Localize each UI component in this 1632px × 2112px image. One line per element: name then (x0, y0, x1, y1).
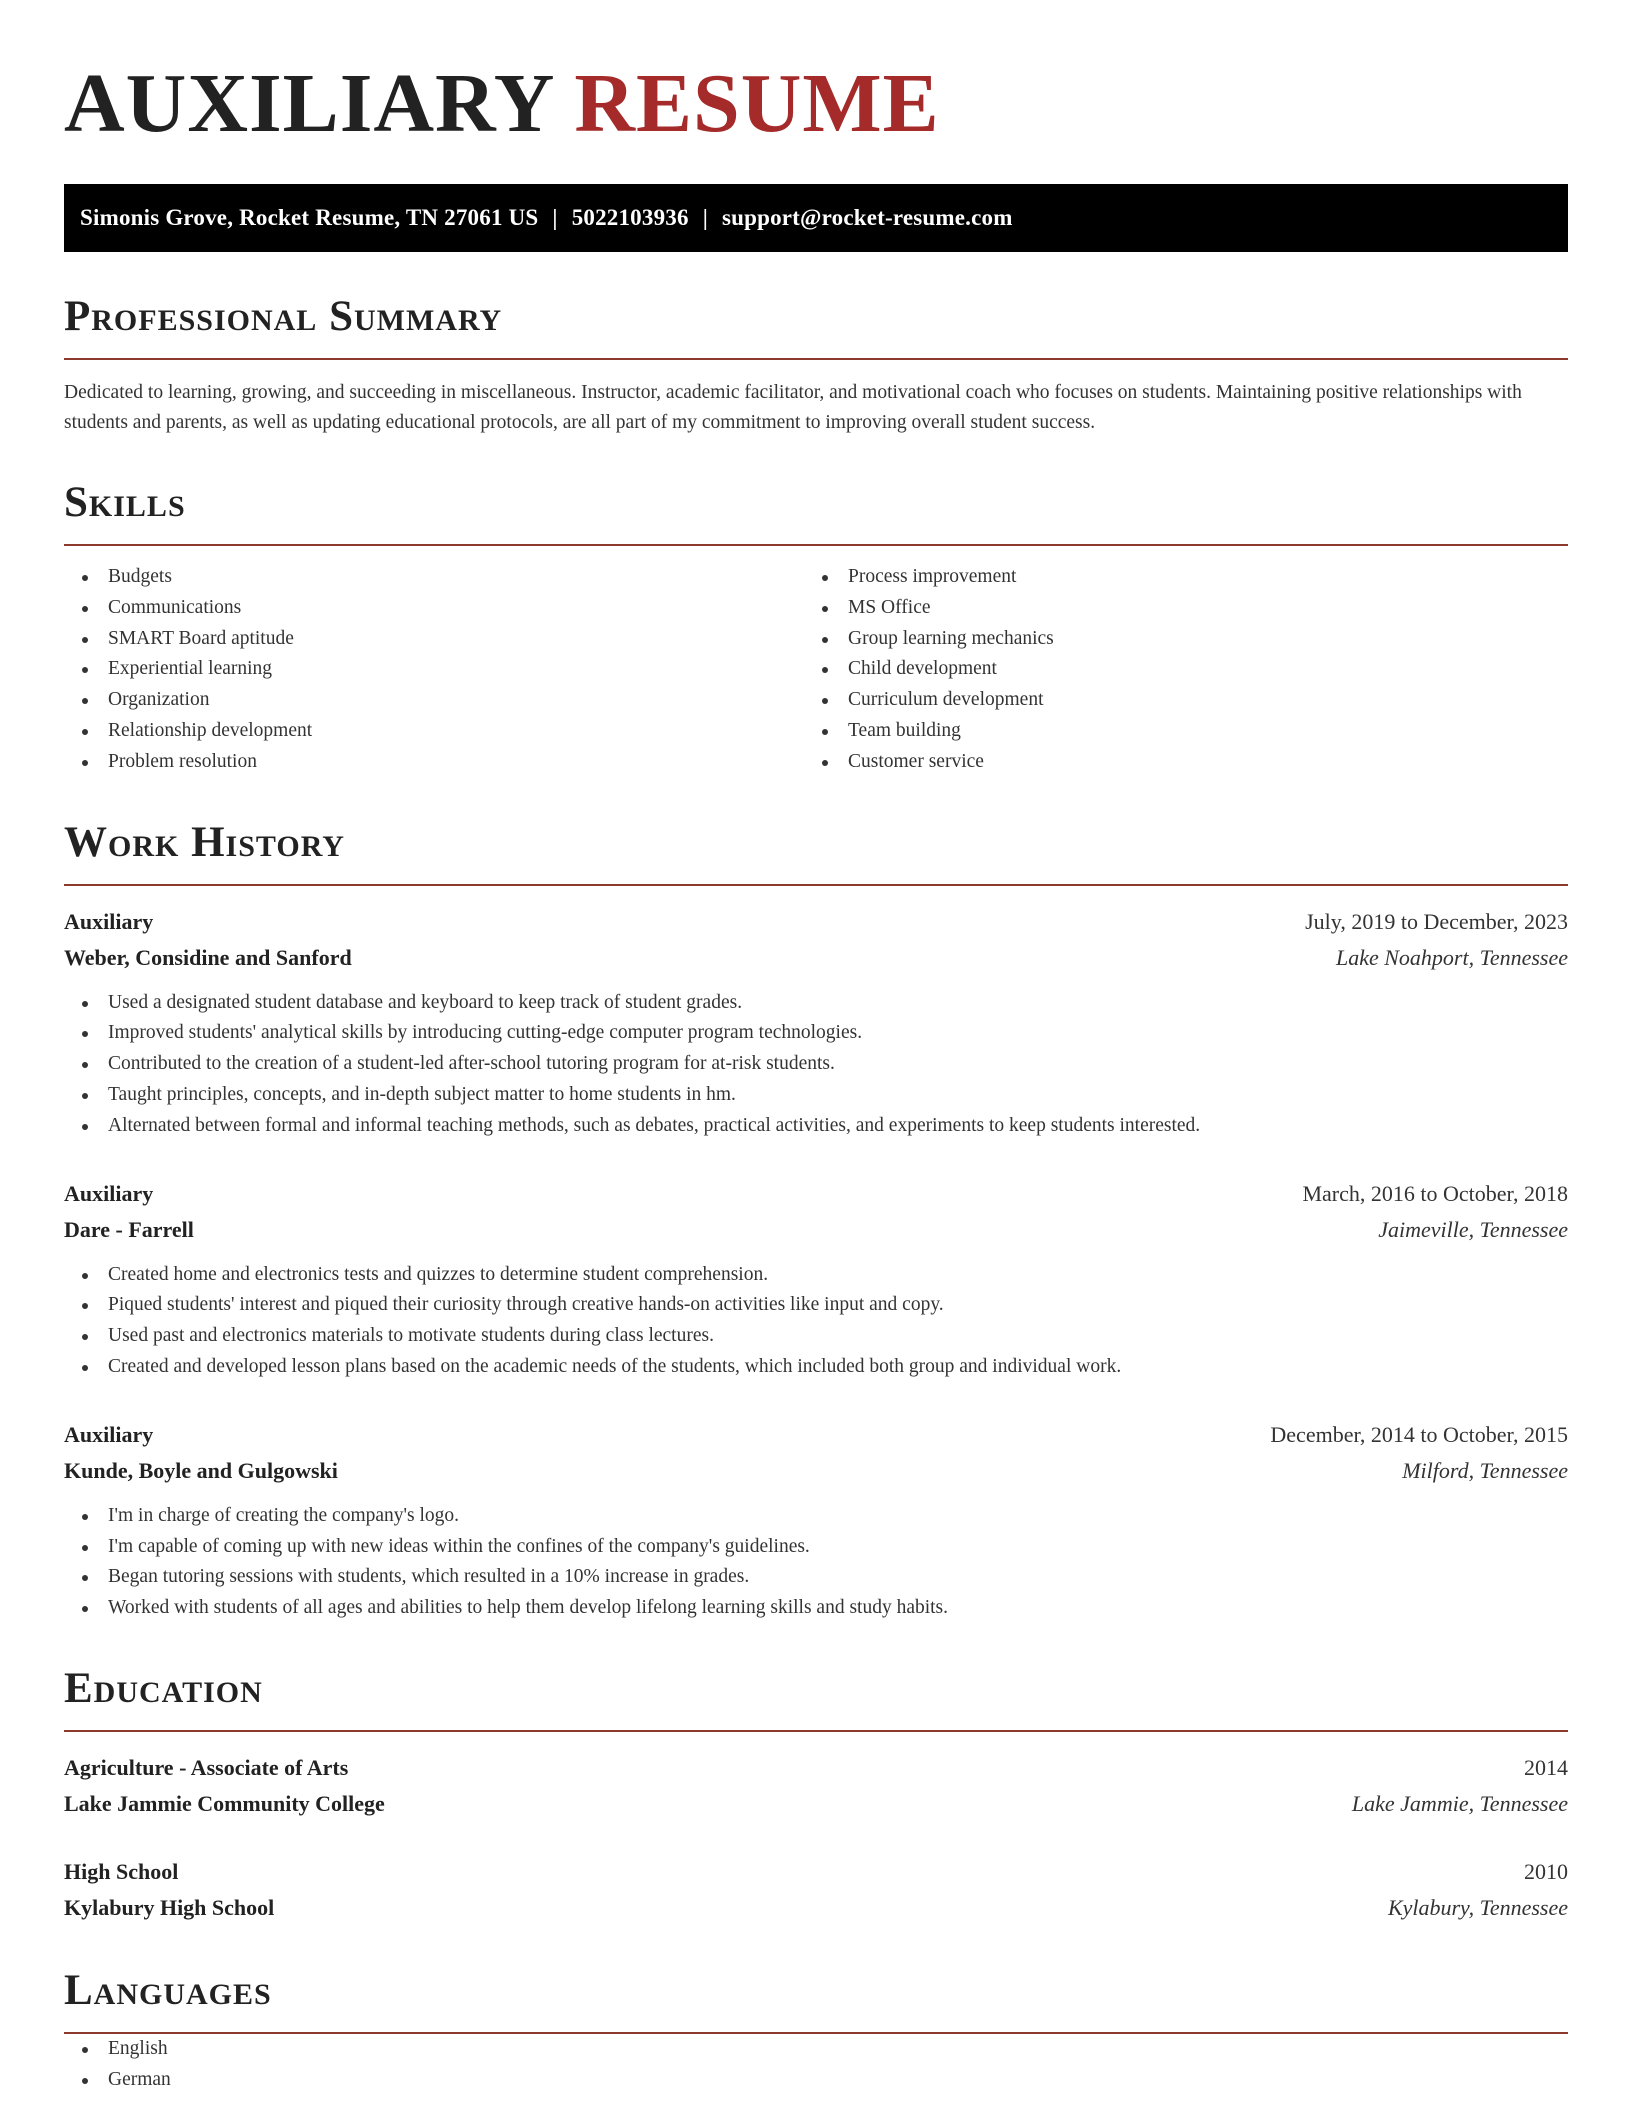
education-year: 2014 (1524, 1754, 1568, 1780)
job-company: Kunde, Boyle and Gulgowski (64, 1457, 338, 1483)
job-role: Auxiliary (64, 1421, 154, 1447)
title-word-2: RESUME (574, 57, 940, 150)
job-duty: Taught principles, concepts, and in-depth subject matter to home students in hm. (64, 1080, 1568, 1111)
languages-list (64, 2034, 1568, 2096)
job-company-row (64, 1453, 1568, 1489)
language-item: English (64, 2034, 1568, 2065)
skill-item: Relationship development (64, 716, 804, 747)
job-duty: I'm capable of coming up with new ideas within the confines of the company's guidelines. (64, 1532, 1568, 1563)
job-header-row (64, 1176, 1568, 1212)
languages-section (64, 1968, 1568, 2096)
contact-email[interactable]: support@rocket-resume.com (721, 205, 1013, 230)
job-duty: Used a designated student database and keyboard to keep track of student grades. (64, 988, 1568, 1019)
job-company-row (64, 940, 1568, 976)
job-duty: Contributed to the creation of a student-led after-school tutoring program for at-risk students. (64, 1049, 1568, 1080)
job-location: Jaimeville, Tennessee (1378, 1216, 1568, 1242)
skill-item: Group learning mechanics (804, 624, 1544, 655)
section-divider (64, 544, 1568, 546)
job-dates: December, 2014 to October, 2015 (1270, 1421, 1568, 1447)
job-company: Weber, Considine and Sanford (64, 944, 352, 970)
contact-phone[interactable]: 5022103936 (571, 205, 689, 230)
education-location: Lake Jammie, Tennessee (1351, 1790, 1568, 1816)
education-entry (64, 1750, 1568, 1822)
skill-item: Budgets (64, 562, 804, 593)
skill-item: Communications (64, 593, 804, 624)
job-entry (64, 1417, 1568, 1624)
work-history-heading: Work History (64, 818, 345, 866)
job-duty: Piqued students' interest and piqued their curiosity through creative hands-on activities like input and copy. (64, 1290, 1568, 1321)
job-entry (64, 904, 1568, 1142)
skill-item: Experiential learning (64, 654, 804, 685)
skill-item: Organization (64, 685, 804, 716)
languages-heading: Languages (64, 1966, 272, 2014)
job-role: Auxiliary (64, 908, 154, 934)
contact-separator: | (702, 205, 708, 230)
job-entry (64, 1176, 1568, 1383)
skills-column-right (804, 562, 1544, 778)
work-history-section (64, 820, 1568, 1624)
summary-text: Dedicated to learning, growing, and succeeding in miscellaneous. Instructor, academic facilitator, and motivational coach who focuses on students. Maintaining positive relationships with students and parents, as well as updating educational protocols, are all part of my commitment to improving overall student success. (64, 382, 1522, 433)
education-school: Lake Jammie Community College (64, 1790, 385, 1816)
resume-title (64, 0, 1568, 150)
skill-item: Problem resolution (64, 747, 804, 778)
skill-item: Curriculum development (804, 685, 1544, 716)
skill-item: SMART Board aptitude (64, 624, 804, 655)
education-entry (64, 1854, 1568, 1926)
education-year: 2010 (1524, 1858, 1568, 1884)
education-heading: Education (64, 1664, 263, 1712)
education-degree: Agriculture - Associate of Arts (64, 1754, 349, 1780)
section-divider (64, 1730, 1568, 1732)
skill-item: Team building (804, 716, 1544, 747)
education-degree-row (64, 1750, 1568, 1786)
skills-section (64, 480, 1568, 778)
contact-separator: | (552, 205, 558, 230)
education-school: Kylabury High School (64, 1894, 275, 1920)
summary-heading: Professional Summary (64, 293, 503, 340)
job-duties-list (64, 1260, 1568, 1383)
skills-heading: Skills (64, 479, 186, 526)
job-duty: Began tutoring sessions with students, which resulted in a 10% increase in grades. (64, 1562, 1568, 1593)
job-dates: July, 2019 to December, 2023 (1305, 908, 1568, 934)
skill-item: Customer service (804, 747, 1544, 778)
skills-grid (64, 562, 1568, 778)
skills-column-left (64, 562, 804, 778)
education-degree-row (64, 1854, 1568, 1890)
education-degree: High School (64, 1858, 179, 1884)
education-section (64, 1666, 1568, 1926)
skills-list-left (64, 562, 804, 778)
job-dates: March, 2016 to October, 2018 (1302, 1180, 1568, 1206)
summary-section (64, 294, 1568, 438)
section-divider (64, 884, 1568, 886)
job-duty: Used past and electronics materials to motivate students during class lectures. (64, 1321, 1568, 1352)
job-location: Lake Noahport, Tennessee (1335, 944, 1568, 970)
education-school-row (64, 1890, 1568, 1926)
job-duty: I'm in charge of creating the company's logo. (64, 1501, 1568, 1532)
job-duty: Alternated between formal and informal teaching methods, such as debates, practical activities, and experiments to keep students interested. (64, 1111, 1568, 1142)
job-location: Milford, Tennessee (1402, 1457, 1568, 1483)
job-role: Auxiliary (64, 1180, 154, 1206)
job-duty: Worked with students of all ages and abilities to help them develop lifelong learning skills and study habits. (64, 1593, 1568, 1624)
contact-bar (64, 184, 1568, 252)
job-company: Dare - Farrell (64, 1216, 194, 1242)
job-header-row (64, 1417, 1568, 1453)
language-item: German (64, 2065, 1568, 2096)
skill-item: Process improvement (804, 562, 1544, 593)
title-word-1: AUXILIARY (64, 57, 553, 150)
skills-list-right (804, 562, 1544, 778)
job-duties-list (64, 988, 1568, 1142)
job-duties-list (64, 1501, 1568, 1624)
job-duty: Created home and electronics tests and quizzes to determine student comprehension. (64, 1260, 1568, 1291)
education-location: Kylabury, Tennessee (1387, 1894, 1568, 1920)
job-duty: Created and developed lesson plans based on the academic needs of the students, which included both group and individual work. (64, 1352, 1568, 1383)
section-divider (64, 358, 1568, 360)
job-company-row (64, 1212, 1568, 1248)
skill-item: Child development (804, 654, 1544, 685)
job-header-row (64, 904, 1568, 940)
job-duty: Improved students' analytical skills by introducing cutting-edge computer program technologies. (64, 1018, 1568, 1049)
education-school-row (64, 1786, 1568, 1822)
skill-item: MS Office (804, 593, 1544, 624)
contact-address: Simonis Grove, Rocket Resume, TN 27061 US (80, 205, 539, 230)
